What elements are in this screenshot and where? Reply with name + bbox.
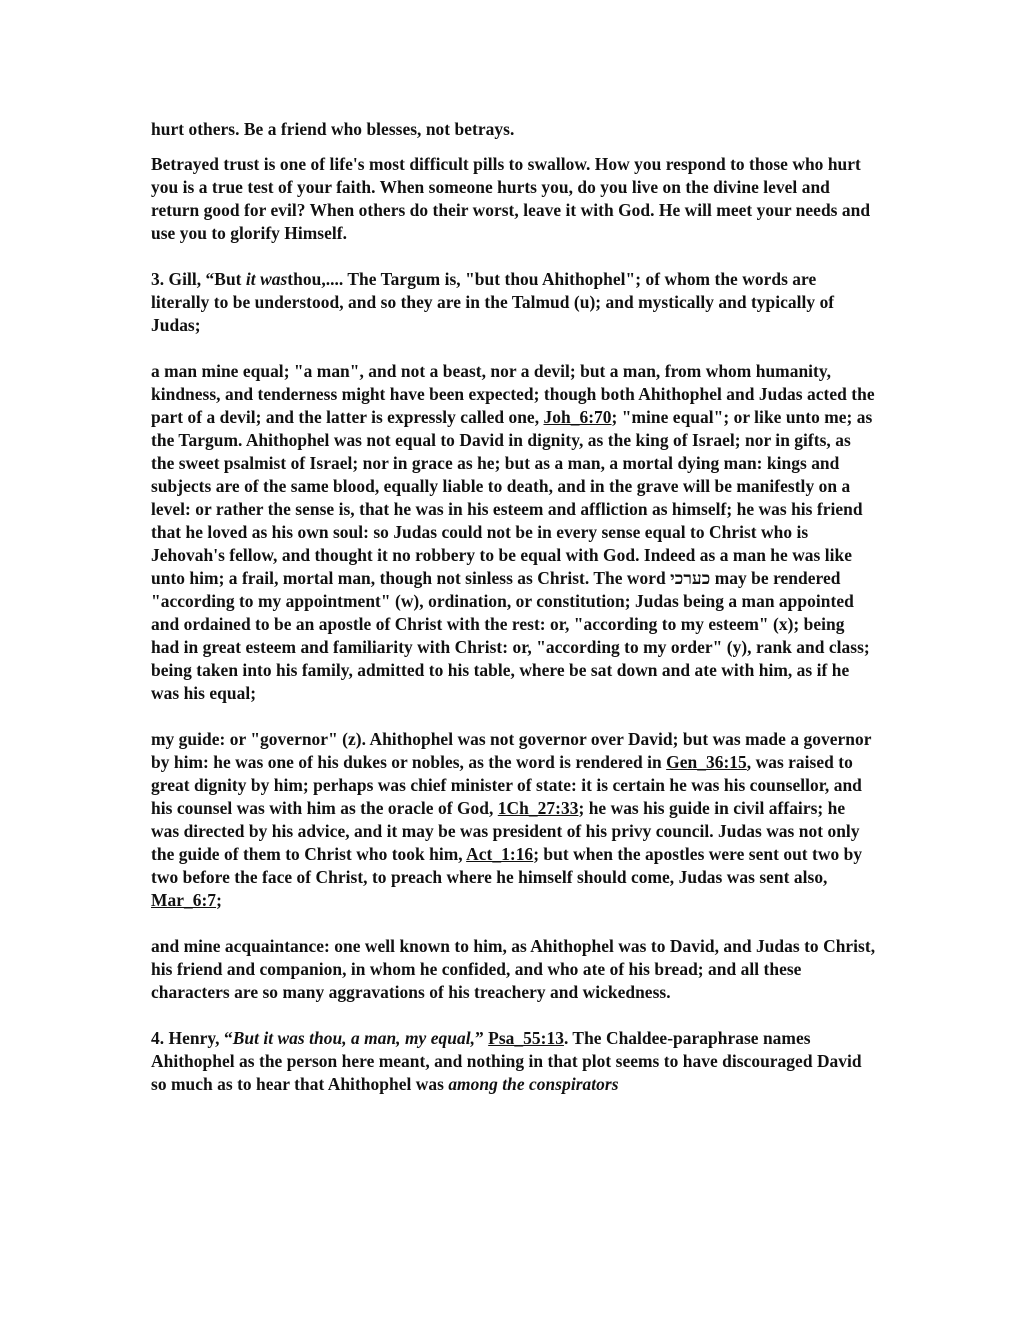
scripture-link-joh-6-70[interactable]: Joh_6:70 [543,407,612,427]
paragraph-betrayed-trust: Betrayed trust is one of life's most difficult pills to swallow. How you respond to those who hurt you is a true test of your faith. When someone hurts you, do you live on the divine level and return good for evil? When others do their worst, leave it with God. He will meet your needs and use you to glorify Himself. [151,154,871,243]
scripture-link-1ch-27-33[interactable]: 1Ch_27:33 [497,798,579,818]
italic-text: But it was thou, a man, my equal, [232,1028,475,1048]
document-page [151,118,876,1096]
text-run: 3. Gill, “But [151,269,246,289]
text-run: my guide: or "governor" (z). Ahithophel was not governor over David; but was made a governor by him: he was one of his dukes or nobles, as the word is rendered in [151,729,872,772]
scripture-link-psa-55-13[interactable]: Psa_55:13 [488,1028,564,1048]
text-run: ; he was his guide in civil affairs; he was directed by his advice, and it may be was president of his privy council. Judas was not only the guide of them to Christ who took him, [151,798,860,864]
text-run: ; but when the apostles were sent out two by two before the face of Christ, to preach where he himself should come, Judas was sent also, [151,844,863,887]
paragraph-gill [151,268,876,337]
text-run: ; "mine equal"; or like unto me; as the Targum. Ahithophel was not equal to David in dignity, as the king of Israel; nor in gifts, as the sweet psalmist of Israel; nor in grace as he; but as a man, a mortal dying man: kings and subjects are of the same blood, equally liable to death, and in the grave will be manifestly on a level: or rather the sense is, that he was in his esteem and affliction as himself; he was his friend that he loved as his own soul: so Judas could not be in every sense equal to Christ who is Jehovah's fellow, and thought it no robbery to be equal with God. Indeed as a man he was like unto him; a frail, mortal man, though not sinless as Christ. The word [151,407,873,588]
scripture-link-act-1-16[interactable]: Act_1:16 [466,844,534,864]
text-run: . The Chaldee-paraphrase names Ahithophel as the person here meant, and nothing in that plot seems to have discouraged David so much as to hear that Ahithophel was [151,1028,862,1094]
text-run: , was raised to great dignity by him; perhaps was chief minister of state: it is certain he was his counsellor, and his counsel was with him as the oracle of God, [151,752,862,818]
paragraph-acquaintance: and mine acquaintance: one well known to him, as Ahithophel was to David, and Judas to Christ, his friend and companion, in whom he confided, and who ate of his bread; and all these characters are so many aggravations of his treachery and wickedness. [151,936,876,1002]
paragraph-henry [151,1027,876,1096]
italic-text: among the conspirators [448,1074,619,1094]
paragraph-intro-end: hurt others. Be a friend who blesses, not betrays. [151,119,515,139]
hebrew-word: כערכי [670,568,711,588]
scripture-link-gen-36-15[interactable]: Gen_36:15 [666,752,747,772]
text-run: thou,.... The Targum is, "but thou Ahithophel"; of whom the words are literally to be understood, and so they are in the Talmud (u); and mystically and typically of Judas; [151,269,835,335]
text-run: ” [474,1028,489,1048]
paragraph-my-guide [151,728,876,912]
scripture-link-mar-6-7[interactable]: Mar_6:7 [151,890,217,910]
italic-text: it was [245,269,288,289]
text-run: a man mine equal; "a man", and not a beast, nor a devil; but a man, from whom humanity, kindness, and tenderness might have been expected; though both Ahithophel and Judas acted the part of a devil; and the latter is expressly called one, [151,361,875,427]
text-run: 4. Henry, “ [151,1028,233,1048]
text-run: ; [216,890,222,910]
paragraph-man-mine-equal [151,360,876,705]
text-run: may be rendered "according to my appointment" (w), ordination, or constitution; Judas being a man appointed and ordained to be an apostle of Christ with the rest: or, "according to my esteem" (x); being had in great esteem and familiarity with Christ: or, "according to my order" (y), rank and class; being taken into his family, admitted to his table, where be sat down and ate with him, as if he was his equal; [151,568,870,703]
